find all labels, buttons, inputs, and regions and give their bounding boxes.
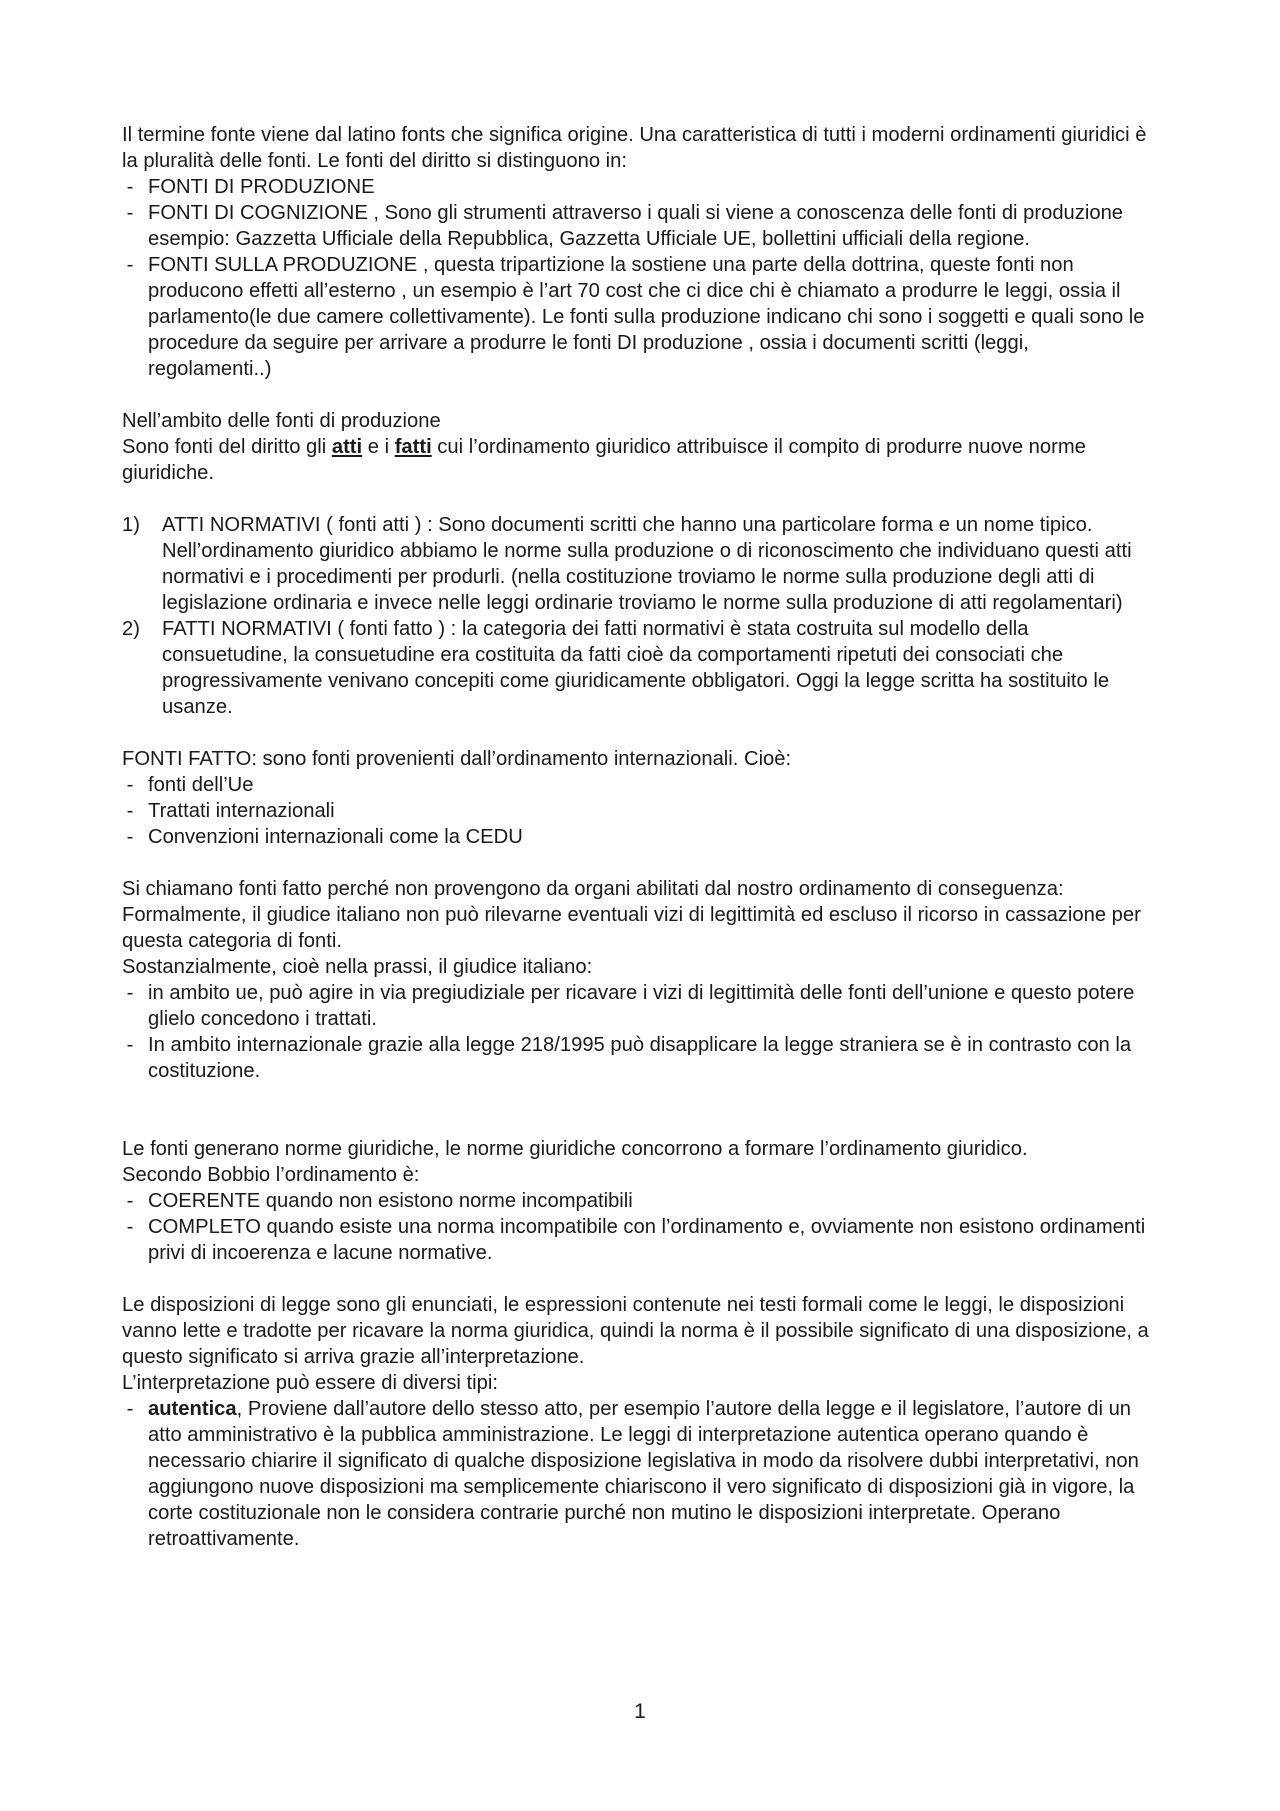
fonti-fatto-list (122, 772, 1150, 850)
atti-term: atti (331, 436, 363, 458)
list-marker: 1) (122, 514, 140, 536)
list-item: - Convenzioni internazionali come la CEDU (122, 824, 1150, 850)
fatti-term: fatti (394, 436, 432, 458)
sostanzialmente-paragraph: Sostanzialmente, cioè nella prassi, il giudice italiano: (122, 956, 593, 978)
bobbio-list (122, 1188, 1150, 1266)
numbered-list (122, 512, 1150, 720)
list-item: - autentica, Proviene dall’autore dello stesso atto, per esempio l’autore della legge e il legislatore, l’autore di un atto amministrativo è la pubblica amministrazione. Le leggi di interpretazione autentica operano quando è necessario chiarire il significato di qualche disposizione legislativa in modo da risolvere dubbi interpretativi, non aggiungono nuove disposizioni ma semplicemente chiariscono il vero significato di disposizioni già in vigore, la corte costituzionale non le considera contrarie purché non mutino le disposizioni interpretate. Operano retroattivamente. (122, 1396, 1150, 1552)
list-item: - Trattati internazionali (122, 798, 1150, 824)
intro-paragraph: Il termine fonte viene dal latino fonts che significa origine. Una caratteristica di tutti i moderni ordinamenti giuridici è la pluralità delle fonti. Le fonti del diritto si distinguono in: (122, 124, 1147, 172)
giudice-list (122, 980, 1150, 1084)
interpretazione-paragraph: L’interpretazione può essere di diversi tipi: (122, 1372, 498, 1394)
interpretazione-list (122, 1396, 1150, 1552)
ordinamento-paragraph: Le fonti generano norme giuridiche, le norme giuridiche concorrono a formare l’ordinamento giuridico. (122, 1138, 1028, 1160)
list-marker: 2) (122, 618, 140, 640)
list-item: - FONTI DI PRODUZIONE (122, 174, 1150, 200)
list-item: - in ambito ue, può agire in via pregiudiziale per ricavare i vizi di legittimità delle fonti dell’unione e questo potere glielo concedono i trattati. (122, 980, 1150, 1032)
chiamano-paragraph: Si chiamano fonti fatto perché non provengono da organi abilitati dal nostro ordinamento di conseguenza: (122, 878, 1064, 900)
page-number: 1 (634, 1700, 646, 1723)
list-item: 2) FATTI NORMATIVI ( fonti fatto ) : la categoria dei fatti normativi è stata costruita sul modello della consuetudine, la consuetudine era costituita da fatti cioè da comportamenti ripetuti dei consociati che progressivamente venivano concepiti come giuridicamente obbligatori. Oggi la legge scritta ha sostituito le usanze. (122, 618, 1110, 718)
autentica-term: autentica (148, 1398, 237, 1420)
list-item: - FONTI SULLA PRODUZIONE , questa tripartizione la sostiene una parte della dottrina, queste fonti non producono effetti all’esterno , un esempio è l’art 70 cost che ci dice chi è chiamato a produrre le leggi, ossia il parlamento(le due camere collettivamente). Le fonti sulla produzione indicano chi sono i soggetti e quali sono le procedure da seguire per arrivare a produrre le fonti DI produzione , ossia i documenti scritti (leggi, regolamenti..) (122, 252, 1150, 382)
list-item: - In ambito internazionale grazie alla legge 218/1995 può disapplicare la legge straniera se è in contrasto con la costituzione. (122, 1032, 1150, 1084)
fonti-fatto-paragraph: FONTI FATTO: sono fonti provenienti dall’ordinamento internazionali. Cioè: (122, 748, 792, 770)
bobbio-paragraph: Secondo Bobbio l’ordinamento è: (122, 1164, 420, 1186)
disposizioni-paragraph: Le disposizioni di legge sono gli enunciati, le espressioni contenute nei testi formali come le leggi, le disposizioni vanno lette e tradotte per ricavare la norma giuridica, quindi la norma è il possibile significato di una disposizione, a questo significato si arriva grazie all’interpretazione. (122, 1294, 1149, 1368)
fonti-list (122, 174, 1150, 382)
formalmente-paragraph: Formalmente, il giudice italiano non può rilevarne eventuali vizi di legittimità ed escluso il ricorso in cassazione per questa categoria di fonti. (122, 904, 1141, 952)
list-item: - COERENTE quando non esistono norme incompatibili (122, 1188, 1150, 1214)
list-item: - COMPLETO quando esiste una norma incompatibile con l’ordinamento e, ovviamente non esistono ordinamenti privi di incoerenza e lacune normative. (122, 1214, 1150, 1266)
list-item: 1) ATTI NORMATIVI ( fonti atti ) : Sono documenti scritti che hanno una particolare forma e un nome tipico. Nell’ordinamento giuridico abbiamo le norme sulla produzione o di riconoscimento che individuano questi atti normativi e i procedimenti per produrli. (nella costituzione troviamo le norme sulla produzione degli atti di legislazione ordinaria e invece nelle leggi ordinarie troviamo le norme sulla produzione di atti regolamentari) (122, 514, 1132, 614)
production-heading: Nell’ambito delle fonti di produzione (122, 410, 441, 432)
production-paragraph: Sono fonti del diritto gli atti e i fatti cui l’ordinamento giuridico attribuisce il compito di produrre nuove norme giuridiche. (122, 436, 1086, 484)
list-item: - FONTI DI COGNIZIONE , Sono gli strumenti attraverso i quali si viene a conoscenza delle fonti di produzione esempio: Gazzetta Ufficiale della Repubblica, Gazzetta Ufficiale UE, bollettini ufficiali della regione. (122, 200, 1150, 252)
list-item: - fonti dell’Ue (122, 772, 1150, 798)
